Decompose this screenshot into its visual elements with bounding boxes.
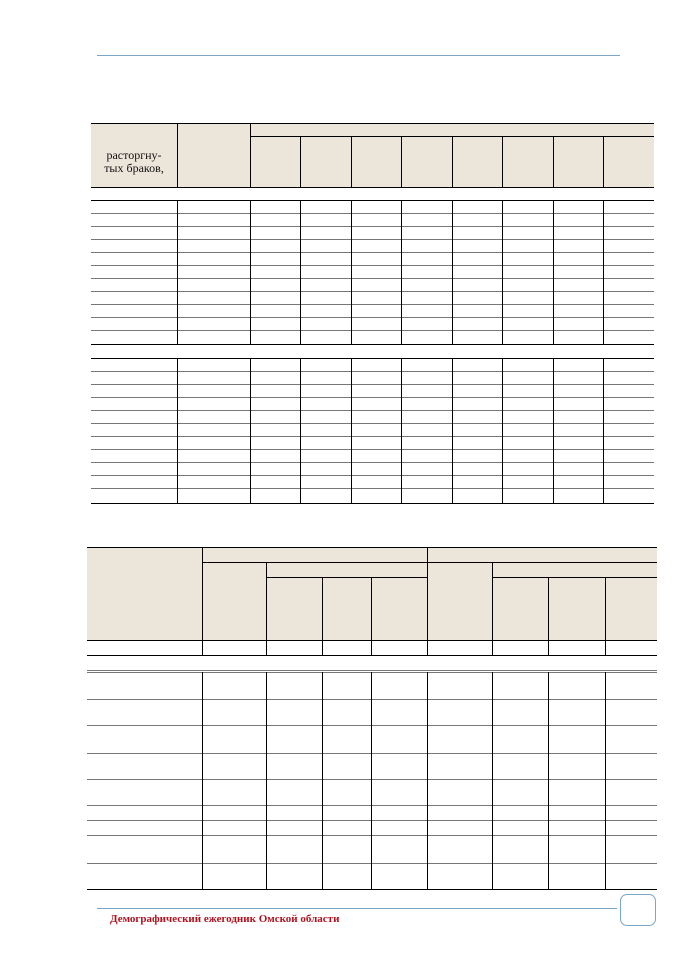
table2-row-line	[87, 699, 657, 700]
table2-col-divider	[605, 672, 606, 889]
table2-top-border	[87, 547, 657, 548]
table1-col-divider	[502, 136, 503, 187]
table2-row-line	[87, 753, 657, 754]
table1-row-line	[91, 330, 654, 331]
table1-row-line	[91, 488, 654, 489]
table1-row-line	[91, 423, 654, 424]
table1-col-divider	[452, 136, 453, 187]
table1-col-divider	[177, 200, 178, 344]
footer-title: Демографический ежегодник Омской области	[110, 913, 340, 925]
table1-col-divider	[603, 136, 604, 187]
table1-col-divider	[401, 200, 402, 344]
table2-row-line	[87, 725, 657, 726]
table2-col-divider	[202, 640, 203, 655]
table1-col-divider	[300, 136, 301, 187]
table1-col-divider	[177, 358, 178, 503]
table1-col-divider	[401, 136, 402, 187]
table2-col-divider	[371, 577, 372, 640]
table2-row-line	[87, 820, 657, 821]
table1-row-line	[91, 265, 654, 266]
table2-section-line	[87, 670, 657, 671]
table2-col-divider	[266, 640, 267, 655]
table1-row-line	[91, 462, 654, 463]
table1-header-bottom	[91, 187, 654, 188]
table1-row-line	[91, 449, 654, 450]
table1-bottom-border	[91, 503, 654, 504]
table2-header-bottom	[87, 640, 657, 641]
table1-row-line	[91, 239, 654, 240]
table2-col-divider	[605, 640, 606, 655]
table2-col-divider	[322, 672, 323, 889]
table2-row-line	[87, 672, 657, 673]
table2-col-divider	[548, 577, 549, 640]
table1-row-line	[91, 304, 654, 305]
table1-col-divider	[351, 136, 352, 187]
table2-subheader-line	[492, 577, 657, 578]
table2-row-line	[87, 655, 657, 656]
table1-row-line	[91, 384, 654, 385]
table1-col-divider	[300, 358, 301, 503]
table2-header-shade	[87, 547, 657, 640]
table2-col-divider	[548, 640, 549, 655]
table1-col-divider	[452, 358, 453, 503]
table2-col-divider	[202, 672, 203, 889]
table1-row-line	[91, 475, 654, 476]
table1-col-divider	[603, 200, 604, 344]
table1-col-divider	[300, 200, 301, 344]
table2-col-divider	[427, 640, 428, 655]
table2-col-divider	[266, 562, 267, 640]
table1-section-line	[91, 200, 654, 201]
table1-col-divider	[351, 200, 352, 344]
table1-row-line	[91, 213, 654, 214]
table1-col-divider	[603, 358, 604, 503]
table1-col-divider	[502, 200, 503, 344]
table1-row-line	[91, 436, 654, 437]
table2-col-divider	[266, 672, 267, 889]
table1-col-divider	[553, 136, 554, 187]
footer-rule	[97, 908, 617, 909]
table2-col-divider	[427, 547, 428, 640]
table1-column-header	[92, 149, 176, 175]
table2-row-line	[87, 863, 657, 864]
table2-bottom-border	[87, 889, 657, 890]
table1-section-line	[91, 358, 654, 359]
table2-row-line	[87, 835, 657, 836]
table2-col-divider	[492, 562, 493, 640]
table1-column-header-line1: расторгну-	[106, 148, 162, 162]
table1-row-line	[91, 397, 654, 398]
table2-col-divider	[371, 672, 372, 889]
table1-row-line	[91, 226, 654, 227]
table1-row-line	[91, 371, 654, 372]
page-number-badge	[620, 894, 656, 926]
table1-col-divider	[250, 358, 251, 503]
table1-row-line	[91, 278, 654, 279]
table2-col-divider	[371, 640, 372, 655]
table2-col-divider	[548, 672, 549, 889]
table2-col-divider	[322, 577, 323, 640]
table2-subheader-line	[202, 562, 657, 563]
table1-col-divider	[401, 358, 402, 503]
table2-row-line	[87, 805, 657, 806]
table1-row-line	[91, 291, 654, 292]
header-rule	[97, 55, 620, 56]
table2-col-divider	[202, 547, 203, 640]
table1-top-border	[91, 123, 654, 124]
table1-section-end	[91, 344, 654, 345]
table1-col-divider	[553, 200, 554, 344]
table1-row-line	[91, 252, 654, 253]
table2-col-divider	[427, 672, 428, 889]
table2-subheader-line	[266, 577, 427, 578]
table1-col-divider	[177, 123, 178, 187]
table1-col-divider	[351, 358, 352, 503]
table2-col-divider	[322, 640, 323, 655]
table1-row-line	[91, 410, 654, 411]
table1-col-divider	[250, 123, 251, 187]
table1-col-divider	[250, 200, 251, 344]
table1-row-line	[91, 317, 654, 318]
table1-col-divider	[452, 200, 453, 344]
table2-col-divider	[492, 640, 493, 655]
table1-col-divider	[553, 358, 554, 503]
table2-col-divider	[492, 672, 493, 889]
table2-row-line	[87, 779, 657, 780]
table1-col-divider	[502, 358, 503, 503]
table2-col-divider	[605, 577, 606, 640]
table1-column-header-line2: тых браков,	[104, 161, 164, 175]
